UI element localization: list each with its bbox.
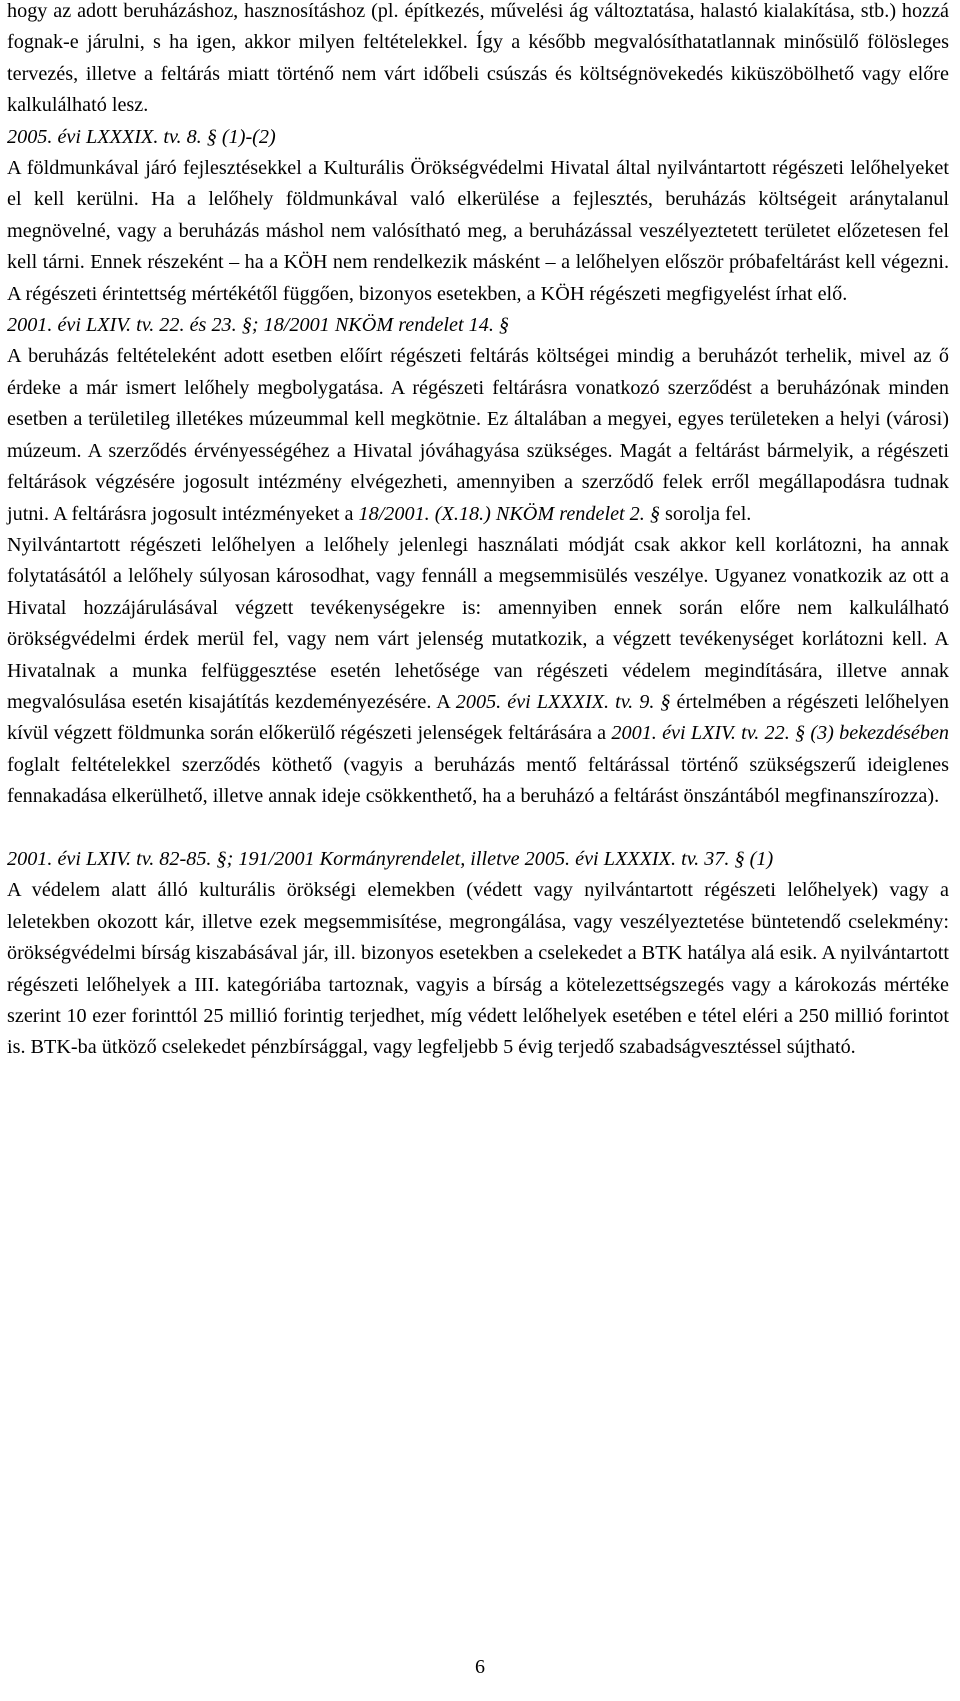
document-page — [7, 0, 949, 1064]
blank-line — [7, 813, 949, 844]
paragraph-land-use-middle: értelmében a régészeti lelőhelyen kívül végzett földmunka során előkerülő régészeti jelenségek feltárására a — [7, 690, 950, 745]
paragraph-land-use-restrictions — [7, 530, 949, 813]
paragraph-excavation-costs-text: A beruházás feltételeként adott esetben előírt régészeti feltárás költségei mindig a beruházót terhelik, mivel az ő érdeke a már ismert lelőhely megbolygatása. A régészeti feltárásra vonatkozó szerződést a beruházónak minden esetben a területileg illetékes múzeummal kell megkötnie. Ez általában a megyei, egyes területeken a helyi (városi) múzeum. A szerződés érvényességéhez a Hivatal jóváhagyása szükséges. Magát a feltárást bármelyik, a régészeti feltárások végzésére jogosult intézmény elvégezheti, amennyiben a szerződő felek erről megállapodásra tudnak jutni. A feltárásra jogosult intézményeket a — [7, 345, 949, 525]
paragraph-permission-conditions: hogy az adott beruházáshoz, hasznosításhoz (pl. építkezés, művelési ág változtatása, halastó kialakítása, stb.) hozzá fognak-e járulni, s ha igen, akkor milyen feltételekkel. Így a később megvalósíthatatlannak minősülő fölösleges tervezés, illetve a feltárás miatt történő nem várt időbeli csúszás és költségnövekedés kiküszöbölhető vagy előre kalkulálható lesz. — [7, 0, 949, 117]
page-number: 6 — [475, 1656, 485, 1678]
inline-legal-reference-2005-lxxxix-9: 2005. évi LXXXIX. tv. 9. § — [455, 690, 671, 713]
inline-legal-reference-nkom-decree: 18/2001. (X.18.) NKÖM rendelet 2. § — [358, 502, 660, 525]
paragraph-land-use-text: Nyilvántartott régészeti lelőhelyen a lelőhely jelenlegi használati módját csak akkor kell korlátozni, ha annak folytatásától a lelőhely súlyosan károsodhat, vagy fennáll a megsemmisülés veszélye. Ugyanez vonatkozik az ott a Hivatal hozzájárulásával végzett tevékenységekre is: amennyiben ennek során előre nem kalkulálható örökségvédelmi érdek merül fel, vagy nem várt jelenség mutatkozik, a végzett tevékenységet korlátozni kell. A Hivatalnak a munka felfüggesztése esetén lehetősége van régészeti védelem megindítására, illetve annak megvalósulása esetén kisajátítás kezdeményezésére. A — [7, 533, 949, 713]
paragraph-land-use-end: foglalt feltételekkel szerződés köthető (vagyis a beruházás mentő feltárással történő szükségszerű ideiglenes fennakadása elkerülhető, illetve annak ideje csökkenthető, ha a beruházó a feltárást önszántából megfinanszírozza). — [7, 753, 949, 808]
legal-reference-2001-lxiv-22-23: 2001. évi LXIV. tv. 22. és 23. §; 18/2001 NKÖM rendelet 14. § — [7, 314, 510, 337]
paragraph-penalties: A védelem alatt álló kulturális örökségi elemekben (védett vagy nyilvántartott régészeti lelőhelyek) vagy a leletekben okozott kár, illetve ezek megsemmisítése, megrongálása, vagy veszélyeztetése büntetendő cselekmény: örökségvédelmi bírság kiszabásával jár, ill. bizonyos esetekben a cselekedet a BTK hatálya alá esik. A nyilvántartott régészeti lelőhelyek a III. kategóriába tartoznak, vagyis a bírság a kötelezettségszegés vagy a károkozás mértéke szerint 10 ezer forinttól 25 millió forintig terjedhet, míg védett lelőhelyek esetében e tétel eléri a 250 millió forintot is. BTK-ba ütköző cselekedet pénzbírsággal, vagy legfeljebb 5 évig terjedő szabadságvesztéssel sújtható. — [7, 879, 949, 1059]
paragraph-avoid-archaeological-sites: A földmunkával járó fejlesztésekkel a Kulturális Örökségvédelmi Hivatal által nyilvántartott régészeti lelőhelyeket el kell kerülni. Ha a lelőhely földmunkával való elkerülése a fejlesztés, beruházás költségeit aránytalanul megnövelné, vagy a beruházás máshol nem valósítható meg, a beruházással veszélyeztetett területet előzetesen fel kell tárni. Ennek részeként – ha a KÖH nem rendelkezik másként – a lelőhelyen először próbafeltárást kell végezni. A régészeti érintettség mértékétől függően, bizonyos esetekben, a KÖH régészeti megfigyelést írhat elő. — [7, 157, 949, 305]
paragraph-excavation-costs-end: sorolja fel. — [659, 502, 752, 525]
legal-reference-2005-lxxxix-8: 2005. évi LXXXIX. tv. 8. § (1)-(2) — [7, 125, 276, 148]
paragraph-excavation-costs — [7, 341, 949, 529]
legal-reference-2001-lxiv-82-85: 2001. évi LXIV. tv. 82-85. §; 191/2001 Kormányrendelet, illetve 2005. évi LXXXIX. tv. 37. § (1) — [7, 847, 774, 870]
inline-legal-reference-2001-lxiv-22-3: 2001. évi LXIV. tv. 22. § (3) bekezdésében — [611, 722, 950, 745]
